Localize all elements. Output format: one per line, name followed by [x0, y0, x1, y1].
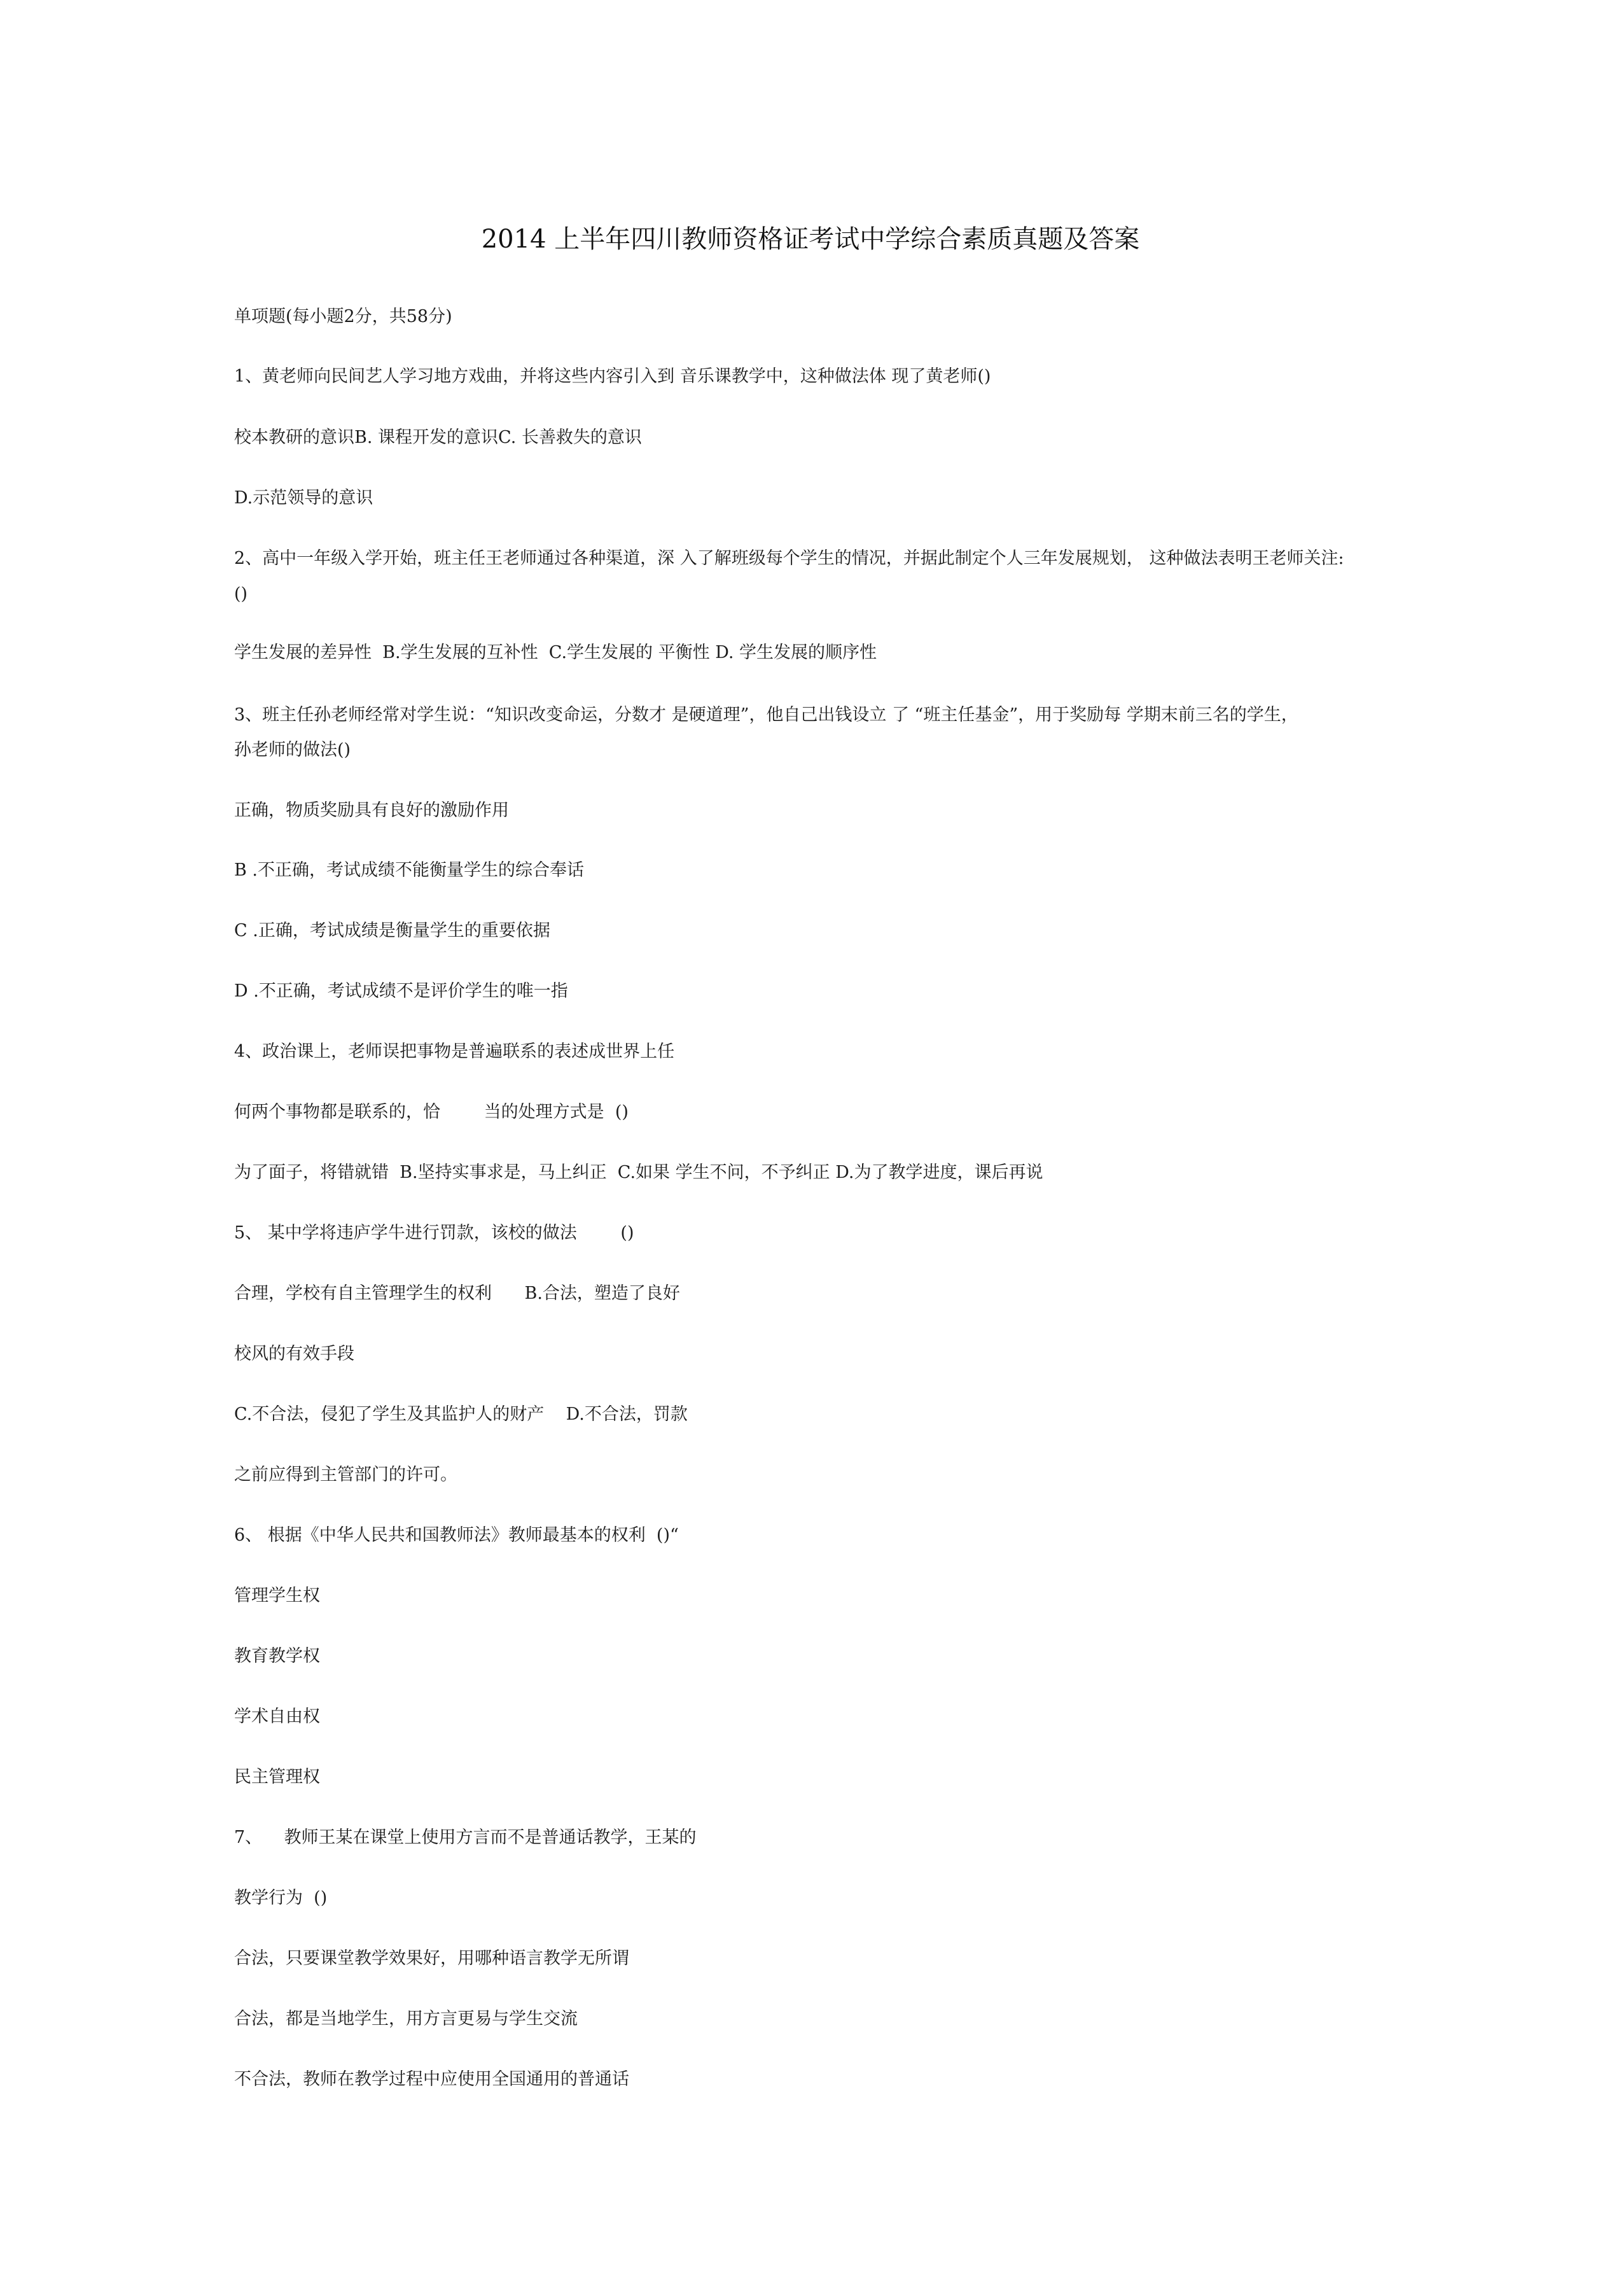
- question-1-option-d: D.示范领导的意识: [234, 488, 373, 508]
- question-5: 5、 某中学将违庐学牛进行罚款，该校的做法 (): [234, 1223, 634, 1243]
- question-7-cont: 教学行为 (): [234, 1888, 328, 1908]
- question-7-option-b: 合法，都是当地学生，用方言更易与学生交流: [234, 2009, 578, 2029]
- question-4-cont: 何两个事物都是联系的，恰 当的处理方式是 (): [234, 1102, 629, 1122]
- question-5-option-d-cont: 之前应得到主管部门的许可。: [234, 1465, 457, 1485]
- question-2: 2、高中一年级入学开始，班主任王老师通过各种渠道，深 入了解班级每个学生的情况，并据此制定个人三年发展规划， 这种做法表明王老师关注:: [234, 549, 1344, 568]
- question-1-options: 校本教研的意识B. 课程开发的意识C. 长善救失的意识: [234, 428, 642, 447]
- question-7-option-c: 不合法，教师在教学过程中应使用全国通用的普通话: [234, 2069, 629, 2089]
- question-3-option-c: C .正确，考试成绩是衡量学生的重要依据: [234, 921, 550, 941]
- question-3: 3、班主任孙老师经常对学生说：“知识改变命运，分数才 是硬道理”，他自己出钱设立 了 “班主任基金”，用于奖励每 学期末前三名的学生，: [234, 705, 1298, 725]
- question-2-options: 学生发展的差异性 B.学生发展的互补性 C.学生发展的 平衡性 D. 学生发展的顺序性: [234, 643, 877, 662]
- question-4: 4、政治课上，老师误把事物是普遍联系的表述成世界上任: [234, 1042, 675, 1061]
- question-6-option-a: 管理学生权: [234, 1586, 320, 1606]
- question-6-option-c: 学术自由权: [234, 1707, 320, 1726]
- question-5-option-b-cont: 校风的有效手段: [234, 1344, 354, 1364]
- question-3-cont: 孙老师的做法(): [234, 740, 351, 760]
- question-7-option-a: 合法，只要课堂教学效果好，用哪种语言教学无所谓: [234, 1949, 629, 1968]
- question-6-option-b: 教育教学权: [234, 1646, 320, 1666]
- question-4-options: 为了面子，将错就错 B.坚持实事求是，马上纠正 C.如果 学生不问，不予纠正 D.为了教学进度，课后再说: [234, 1163, 1043, 1182]
- question-3-option-b: B .不正确，考试成绩不能衡量学生的综合奉话: [234, 860, 585, 880]
- section-heading: 单项题(每小题2分，共58分): [234, 307, 452, 326]
- question-7: 7、 教师王某在课堂上使用方言而不是普通话教学，王某的: [234, 1828, 697, 1847]
- question-3-option-d: D .不正确，考试成绩不是评价学生的唯一指: [234, 981, 568, 1001]
- question-2-cont: (): [234, 584, 248, 604]
- question-3-option-a: 正确，物质奖励具有良好的激励作用: [234, 801, 509, 820]
- document-title: 2014 上半年四川教师资格证考试中学综合素质真题及答案: [481, 225, 1140, 254]
- question-6: 6、 根据《中华人民共和国教师法》教师最基本的权利 ()“: [234, 1525, 679, 1545]
- question-1: 1、黄老师向民间艺人学习地方戏曲，并将这些内容引入到 音乐课教学中，这种做法体 现了黄老师(): [234, 367, 991, 386]
- question-5-options-ab: 合理，学校有自主管理学生的权利 B.合法，塑造了良好: [234, 1284, 680, 1303]
- question-6-option-d: 民主管理权: [234, 1767, 320, 1787]
- question-5-options-cd: C.不合法，侵犯了学生及其监护人的财产 D.不合法，罚款: [234, 1404, 688, 1424]
